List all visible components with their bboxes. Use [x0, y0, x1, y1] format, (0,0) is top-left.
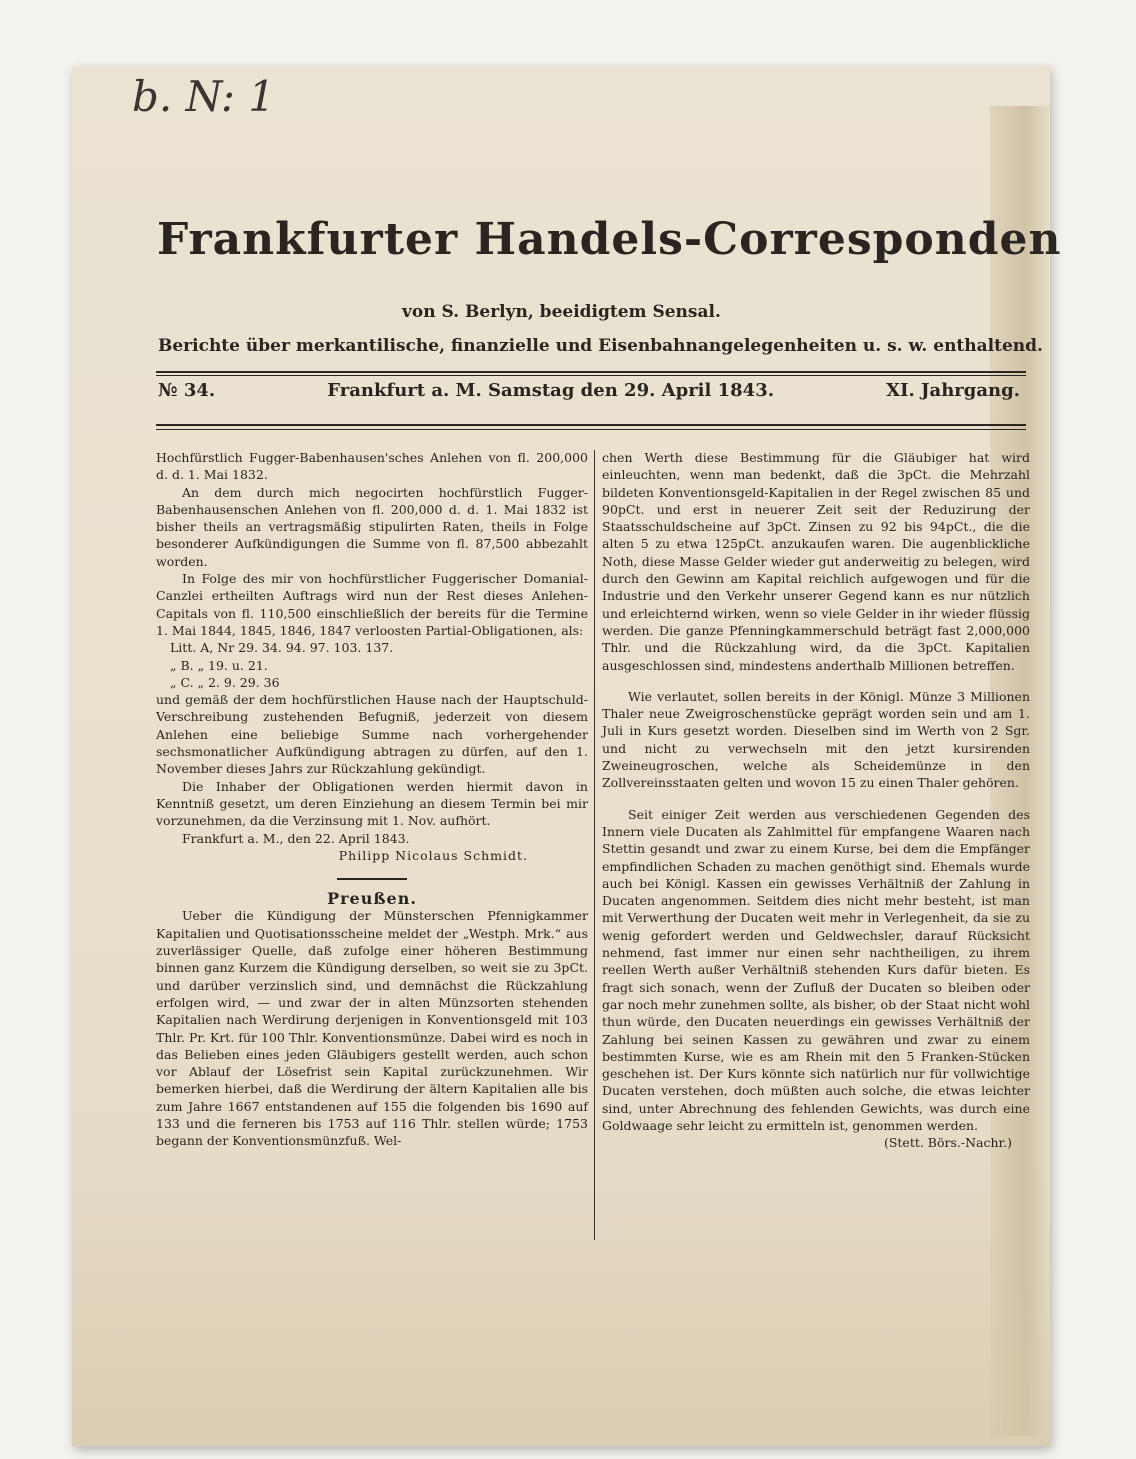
issue-line	[158, 380, 1020, 401]
litt-c: „ C. „ 2. 9. 29. 36	[170, 674, 280, 690]
header-rule-top-thin	[156, 375, 1026, 376]
left-column	[156, 449, 588, 1150]
header-rule-bottom	[156, 424, 1026, 426]
right-paragraph-3: Seit einiger Zeit werden aus verschiedenen Gegenden des Innern viele Ducaten als Zahlmittel für empfangene Waaren nach Stettin gesandt und zwar zu einem Kurse, bei dem die Empfänger empfindlichen Schaden zu machen genöthigt sind. Ehemals wurde auch bei Königl. Kassen ein gewisses Verhältniß der Zahlung in Ducaten angenommen. Seitdem dies nicht mehr besteht, ist man mit Verwerthung der Ducaten weit mehr in Verlegenheit, da sie zu wenig gefordert werden und Geldwechsler, darauf Rücksicht nehmend, fast immer nur einen sehr nachtheiligen, zu ihrem reellen Werth außer Verhältniß stehenden Kurs dafür bieten. Es fragt sich sonach, wenn der Zufluß der Ducaten so bleiben oder gar noch mehr zunehmen sollte, als bisher, ob der Staat nicht wohl thun würde, den Ducaten neuerdings ein gewisses Verhältniß der Zahlung bei seinen Kassen zu gewähren und zwar zu einem bestimmten Kurse, wie es am Rhein mit den 5 Franken-Stücken geschehen ist. Der Kurs könnte sich natürlich nur für vollwichtige Ducaten verstehen, doch müßten auch solche, die etwas leichter sind, unter Abrechnung des fehlenden Gewichts, was durch eine Goldwaage sehr leicht zu ermitteln ist, genommen werden.	[602, 806, 1030, 1133]
header-rule-bottom-thin	[156, 429, 1026, 430]
notice-place-date: Frankfurt a. M., den 22. April 1843.	[182, 830, 410, 846]
notice-paragraph-1: An dem durch mich negocirten hochfürstlich Fugger-Babenhausenschen Anlehen von fl. 200,000 d. d. 1. Mai 1832 ist bisher theils an vertragsmäßig stipulirten Raten, theils in Folge besonderer Aufkündigungen die Summe von fl. 87,500 abbezahlt worden.	[156, 484, 588, 569]
preussen-paragraph: Ueber die Kündigung der Münsterschen Pfennigkammer Kapitalien und Quotisationsscheine meldet der „Westph. Mrk.“ aus zuverlässiger Quelle, daß zufolge einer höheren Bestimmung binnen ganz Kurzem die Kündigung derselben, so weit sie zu 3pCt. und darüber verzinslich sind, und demnächst die Rückzahlung erfolgen wird, — und zwar der in alten Münzsorten stehenden Kapitalien nach Werdirung derjenigen in Konventionsgeld mit 103 Thlr. Pr. Krt. für 100 Thlr. Konventionsmünze. Dabei wird es noch in das Belieben eines jeden Gläubigers gestellt werden, auch schon vor Ablauf der Lösefrist sein Kapital zurückzunehmen. Wir bemerken hierbei, daß die Werdirung der ältern Kapitalien alle bis zum Jahre 1667 entstandenen auf 155 die folgenden bis 1690 auf 133 und die ferneren bis 1753 auf 116 Thlr. stellen würde; 1753 begann der Konventionsmünzfuß. Wel-	[156, 908, 588, 1149]
notice-paragraph-3: und gemäß der dem hochfürstlichen Hause nach der Hauptschuld-Verschreibung zustehenden Befugniß, jederzeit von diesem Anlehen eine beliebige Summe nach vorhergehender sechsmonatlicher Aufkündigung abtragen zu dürfen, auf den 1. November dieses Jahrs zur Rückzahlung gekündigt.	[156, 692, 588, 777]
notice-headline: Hochfürstlich Fugger-Babenhausen'sches Anlehen von fl. 200,000 d. d. 1. Mai 1832.	[156, 450, 588, 483]
header-rule-top	[156, 371, 1026, 373]
masthead-subtitle: Berichte über merkantilische, finanzielle und Eisenbahnangelegenheiten u. s. w. enthaltend.	[158, 336, 1043, 356]
column-divider	[594, 450, 595, 1240]
issue-number: № 34.	[158, 380, 216, 401]
section-title-preussen: Preußen.	[327, 889, 417, 909]
water-stain	[72, 1186, 1050, 1446]
issue-volume: XI. Jahrgang.	[886, 380, 1020, 401]
masthead-byline: von S. Berlyn, beeidigtem Sensal.	[402, 302, 721, 322]
issue-dateline: Frankfurt a. M. Samstag den 29. April 1843.	[327, 380, 774, 401]
right-paragraph-2: Wie verlautet, sollen bereits in der Königl. Münze 3 Millionen Thaler neue Zweigroschenstücke geprägt worden sein und am 1. Juli in Kurs gesetzt worden. Dieselben sind im Werth von 2 Sgr. und nicht zu verwechseln mit den jetzt kursirenden Zweineugroschen, welche als Scheidemünze in den Zollvereinsstaaten gelten und wovon 15 zu einen Thaler gehören.	[602, 688, 1030, 791]
masthead-title: Frankfurter Handels-Corresponden	[157, 214, 1062, 265]
right-paragraph-1: chen Werth diese Bestimmung für die Gläubiger hat wird einleuchten, wenn man bedenkt, daß die 3pCt. die Mehrzahl bildeten Konventionsgeld-Kapitalien in der Regel zwischen 85 und 90pCt. und erst in neuerer Zeit seit der Reduzirung der Staatsschuldscheine auf 3pCt. Zinsen zu 92 bis 94pCt., die die alten 5 zu etwa 125pCt. anzukaufen waren. Die augenblickliche Noth, diese Masse Gelder wieder gut anderweitig zu belegen, wird durch den Gewinn am Kapital reichlich aufgewogen und für die Industrie und den Verkehr unserer Gegend kann es nur nützlich und erleichternd wirken, wenn so viele Gelder in ihr wieder flüssig werden. Die ganze Pfenningkammerschuld beträgt fast 2,000,000 Thlr. und die Rückzahlung wird, da die 3pCt. Kapitalien ausgeschlossen sind, mindestens anderthalb Millionen betreffen.	[602, 450, 1030, 673]
handwritten-note: b. N: 1	[132, 72, 276, 121]
article-source: (Stett. Börs.-Nachr.)	[883, 1135, 1012, 1151]
notice-paragraph-4: Die Inhaber der Obligationen werden hiermit davon in Kenntniß gesetzt, um deren Einziehung an diesem Termin bei mir vorzunehmen, da die Verzinsung mit 1. Nov. aufhört.	[156, 778, 588, 829]
section-separator	[337, 878, 407, 880]
notice-paragraph-2: In Folge des mir von hochfürstlicher Fuggerischer Domanial-Canzlei ertheilten Auftrags wird nun der Rest dieses Anlehen-Capitals von fl. 110,500 einschließlich der bereits für die Termine 1. Mai 1844, 1845, 1846, 1847 verloosten Partial-Obligationen, als:	[156, 571, 588, 638]
notice-signature: Philipp Nicolaus Schmidt.	[338, 847, 528, 863]
litt-a: Litt. A, Nr 29. 34. 94. 97. 103. 137.	[170, 640, 394, 656]
right-column	[602, 449, 1030, 1152]
newspaper-page	[72, 66, 1062, 1446]
litt-b: „ B. „ 19. u. 21.	[170, 657, 268, 673]
